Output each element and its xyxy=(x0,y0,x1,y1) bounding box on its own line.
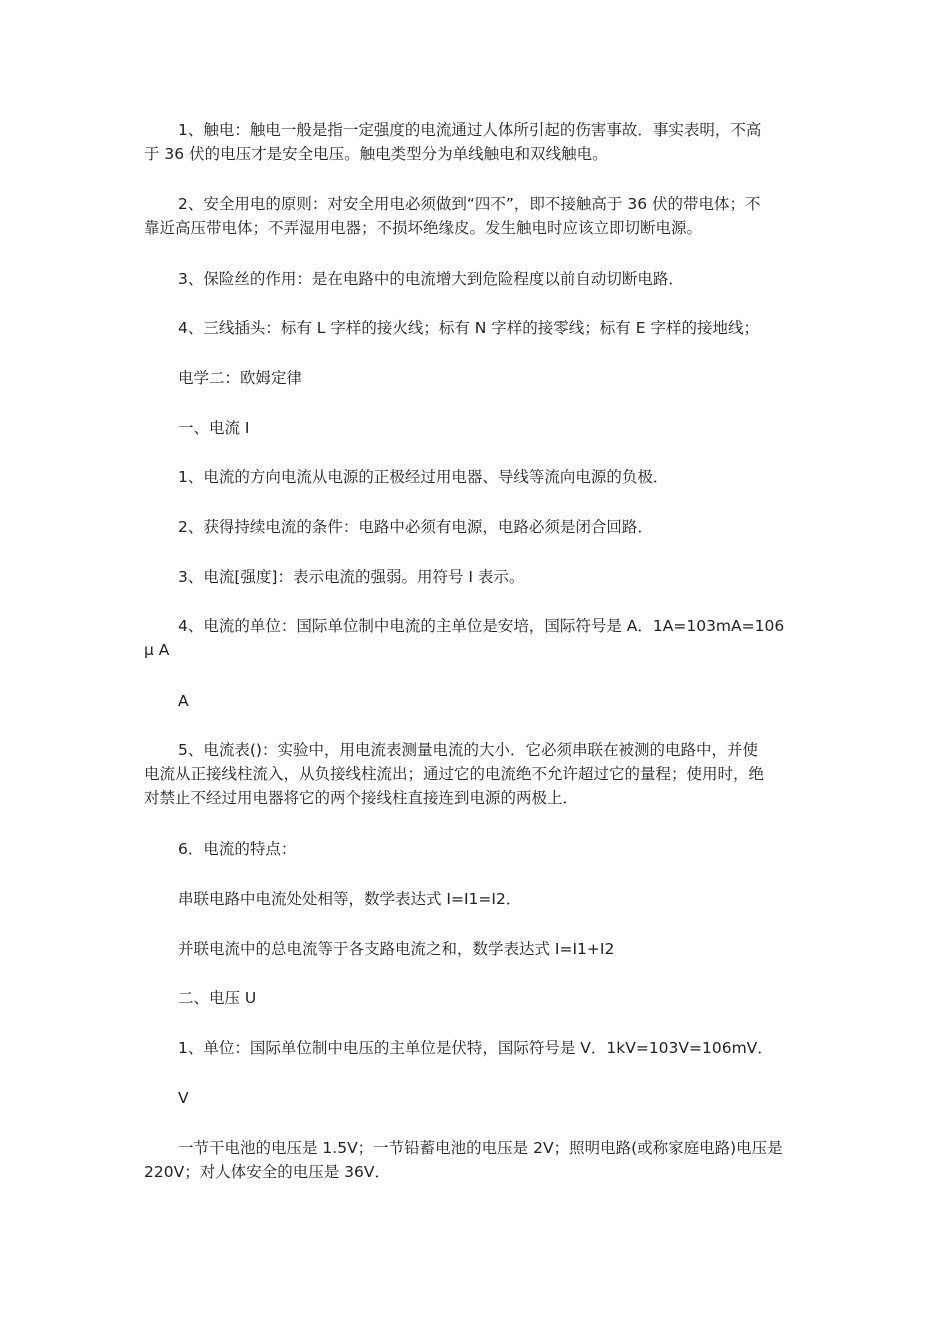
text-line: 一节干电池的电压是 1.5V；一节铅蓄电池的电压是 2V；照明电路(或称家庭电路)电压是 xyxy=(178,1139,783,1157)
paragraph-symbol-v xyxy=(144,1086,806,1110)
section-heading-ohms-law xyxy=(144,366,806,390)
text-line: 1、单位：国际单位制中电压的主单位是伏特，国际符号是 V．1kV=103V=106mV． xyxy=(178,1039,773,1057)
text-line: 电学二：欧姆定律 xyxy=(178,369,303,387)
paragraph-common-voltages xyxy=(144,1136,806,1184)
text-line: 2、获得持续电流的条件：电路中必须有电源，电路必须是闭合回路． xyxy=(178,518,653,536)
paragraph-safety-principles xyxy=(144,192,806,240)
text-line: 二、电压 U xyxy=(178,989,257,1007)
subheading-voltage xyxy=(144,986,806,1010)
paragraph-voltage-unit xyxy=(144,1036,806,1060)
text-line: 1、电流的方向电流从电源的正极经过用电器、导线等流向电源的负极． xyxy=(178,468,669,486)
paragraph-symbol-a xyxy=(144,689,806,713)
text-line: 串联电路中电流处处相等，数学表达式 I=I1=I2． xyxy=(178,890,522,908)
text-line: 6．电流的特点： xyxy=(178,840,297,858)
text-line: 4、三线插头：标有 L 字样的接火线；标有 N 字样的接零线；标有 E 字样的接地线； xyxy=(178,319,759,337)
paragraph-fuse xyxy=(144,267,806,291)
text-line: 1、触电：触电一般是指一定强度的电流通过人体所引起的伤害事故．事实表明，不高 xyxy=(178,121,762,139)
text-line: 对禁止不经过用电器将它的两个接线柱直接连到电源的两极上． xyxy=(144,789,579,807)
text-line: 3、电流[强度]：表示电流的强弱。用符号 I 表示。 xyxy=(178,568,525,586)
paragraph-current-strength xyxy=(144,565,806,589)
subheading-current xyxy=(144,416,806,440)
text-line: 并联电流中的总电流等于各支路电流之和，数学表达式 I=I1+I2 xyxy=(178,940,615,958)
text-line: 4、电流的单位：国际单位制中电流的主单位是安培，国际符号是 A．1A=103mA=106 xyxy=(178,617,785,635)
paragraph-electric-shock xyxy=(144,118,806,166)
paragraph-current-direction xyxy=(144,465,806,489)
text-line: V xyxy=(178,1089,189,1107)
paragraph-ammeter xyxy=(144,738,806,810)
text-line: 一、电流 I xyxy=(178,419,250,437)
paragraph-series-current xyxy=(144,887,806,911)
text-line: 3、保险丝的作用：是在电路中的电流增大到危险程度以前自动切断电路． xyxy=(178,270,684,288)
paragraph-current-conditions xyxy=(144,515,806,539)
text-line: 5、电流表()：实验中，用电流表测量电流的大小．它必须串联在被测的电路中，并使 xyxy=(178,741,758,759)
text-line: A xyxy=(178,692,189,710)
text-line: μ A xyxy=(144,641,170,659)
text-line: 靠近高压带电体；不弄湿用电器；不损坏绝缘皮。发生触电时应该立即切断电源。 xyxy=(144,219,703,237)
text-line: 于 36 伏的电压才是安全电压。触电类型分为单线触电和双线触电。 xyxy=(144,145,608,163)
paragraph-current-unit xyxy=(144,614,806,662)
text-line: 220V；对人体安全的电压是 36V． xyxy=(144,1163,390,1181)
paragraph-three-prong-plug xyxy=(144,316,806,340)
paragraph-current-characteristics xyxy=(144,837,806,861)
paragraph-parallel-current xyxy=(144,937,806,961)
text-line: 电流从正接线柱流入，从负接线柱流出；通过它的电流绝不允许超过它的量程；使用时，绝 xyxy=(144,765,765,783)
text-line: 2、安全用电的原则：对安全用电必须做到“四不”，即不接触高于 36 伏的带电体；不 xyxy=(178,195,761,213)
